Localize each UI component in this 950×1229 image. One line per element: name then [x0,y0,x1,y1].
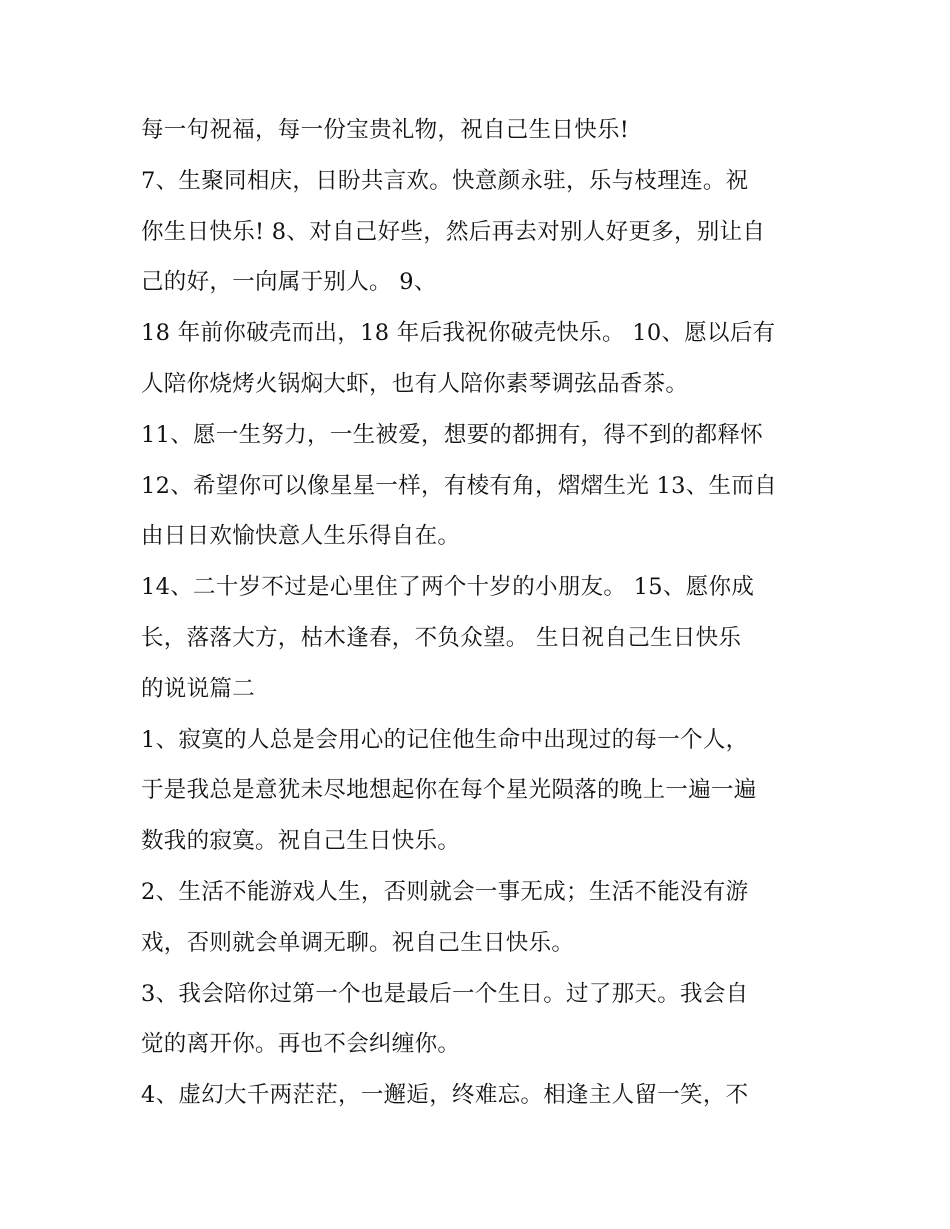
text-line: 长，落落大方，枯木逢春，不负众望。 生日祝自己生日快乐 [141,624,742,651]
text-line: 12、希望你可以像星星一样，有棱有角，熠熠生光 13、生而自 [141,472,777,499]
text-line: 18 年前你破壳而出，18 年后我祝你破壳快乐。 10、愿以后有 [141,320,776,347]
text-line: 人陪你烧烤火锅焖大虾，也有人陪你素琴调弦品香茶。 [141,370,689,397]
text-line: 由日日欢愉快意人生乐得自在。 [141,523,461,550]
text-line: 觉的离开你。再也不会纠缠你。 [141,1031,461,1058]
text-line: 4、虚幻大千两茫茫，一邂逅，终难忘。相逢主人留一笑，不 [141,1082,749,1109]
text-line: 3、我会陪你过第一个也是最后一个生日。过了那天。我会自 [141,980,749,1007]
text-line: 戏，否则就会单调无聊。祝自己生日快乐。 [141,929,575,956]
text-line: 每一句祝福，每一份宝贵礼物，祝自己生日快乐! [141,117,630,143]
text-line: 14、二十岁不过是心里住了两个十岁的小朋友。 15、愿你成 [141,574,755,601]
section-heading: 的说说篇二 [141,675,256,702]
document-text [141,105,831,1121]
text-line: 7、生聚同相庆，日盼共言欢。快意颜永驻，乐与枝理连。祝 [141,167,749,194]
text-line: 于是我总是意犹未尽地想起你在每个星光陨落的晚上一遍一遍 [141,777,757,804]
text-line: 1、寂寞的人总是会用心的记住他生命中出现过的每一个人， [141,726,749,753]
text-line: 己的好，一向属于别人。 9、 [141,269,437,296]
text-line: 2、生活不能游戏人生，否则就会一事无成；生活不能没有游 [141,878,749,905]
text-line: 你生日快乐! 8、对自己好些，然后再去对别人好更多，别让自 [141,218,766,245]
text-line: 数我的寂寞。祝自己生日快乐。 [141,828,461,855]
text-line: 11、愿一生努力，一生被爱，想要的都拥有，得不到的都释怀 [141,421,764,448]
